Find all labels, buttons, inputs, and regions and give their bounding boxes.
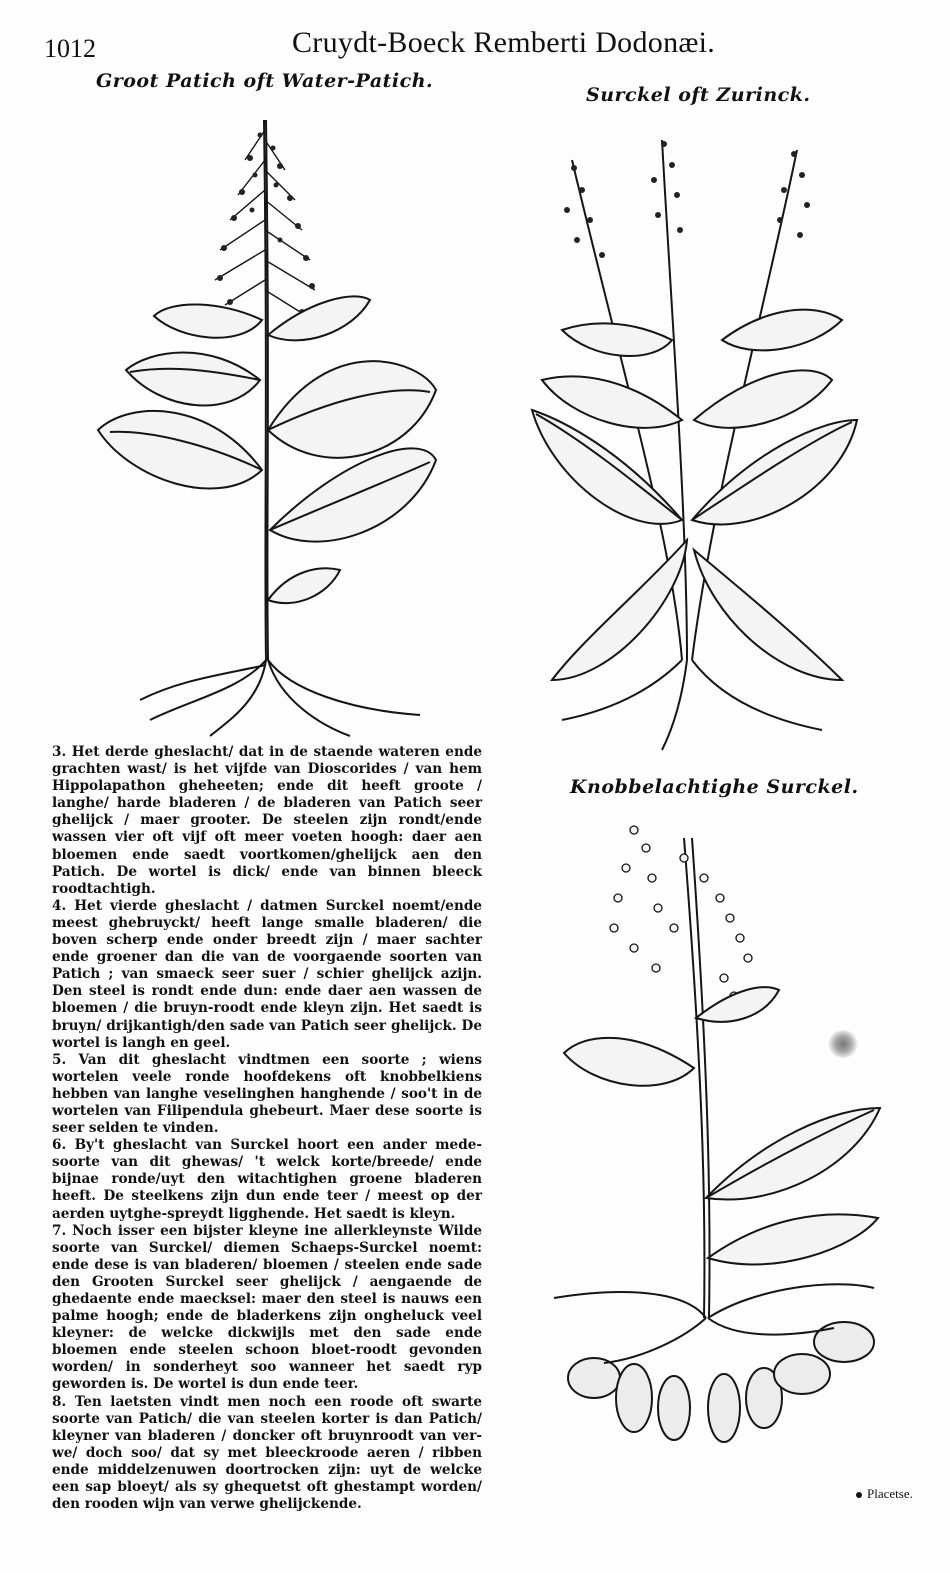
paragraph-6: 6. By't gheslacht van Surckel hoort een ander mede-soorte van dit ghewas/ 't welck korte/breede/ ende bijnae ronde/uyt den witachtighen groene bladeren heeft. De steelkens zijn dun ende teer / meest op der aerden uytghe-spreydt ligghende. Het saedt is kleyn.	[52, 1137, 482, 1222]
paragraph-5: 5. Van dit gheslacht vindtmen een soorte ; wiens wortelen veele ronde hoofdekens oft knobbelkiens hebben van langhe veselinghen hanghende / soo't in de wortelen van Filipendula ghebeurt. Maer dese soorte is seer selden te vinden.	[52, 1051, 482, 1137]
paragraph-4: 4. Het vierde gheslacht / datmen Surckel noemt/ende meest ghebruyckt/ heeft lange smalle bladeren/ die boven scherp ende onder breedt zijn / maer sachter ende groener dan die van de voorgaende soorten van Patich ; van smaeck seer suer / schier ghelijck azijn. Den steel is rondt ende dun: ende daer aen wassen de bloemen / die bruyn-roodt ende kleyn zijn. Het saedt is bruyn/ drijkantigh/den sade van Patich seer ghelijck. De wortel is langh en geel.	[52, 897, 482, 1051]
surckel-woodcut-illustration	[522, 120, 867, 760]
patich-woodcut-illustration	[90, 100, 450, 740]
paragraph-8: 8. Ten laetsten vindt men noch een roode oft swarte soorte van Patich/ die van steelen korter is dan Patich/ kleyner van bladeren / doncker oft bruynroodt van ver-we/ doch soo/ dat sy met bleeckroode aeren / ribben ende middelzenuwen doortrocken zijn: uyt de welcke een sap bloeyt/ als sy ghequetst oft ghestampt worden/ den rooden wijn van verwe ghelijckende.	[52, 1393, 482, 1513]
figure-caption-surckel: Surckel oft Zurinck.	[586, 84, 811, 106]
catchword-text: Placetse.	[867, 1486, 913, 1501]
catchword-mark-icon	[856, 1492, 862, 1498]
ink-blot	[828, 1030, 858, 1058]
running-title: Cruydt-Boeck Remberti Dodonæi.	[292, 26, 716, 59]
body-text	[52, 744, 482, 1513]
paragraph-7: 7. Noch isser een bijster kleyne ine allerkleynste Wilde soorte van Surckel/ diemen Schaeps-Surckel noemt: ende dese is van bladeren/ bloemen / steelen ende sade den Grooten Surckel seer ghelijck / aengaende de ghedaente ende maecksel: maer den steel is nauws een palme hoogh; ende de bladerkens zijn ongheluck veel kleyner: de welcke dickwijls met den sade ende bloemen ende steelen schoon bloet-roodt gevonden worden/ in sonderheyt soo wanneer het saedt ryp geworden is. De wortel is dun ende teer.	[52, 1222, 482, 1393]
catchword	[856, 1486, 913, 1502]
figure-caption-knobbel-surckel: Knobbelachtighe Surckel.	[570, 776, 859, 798]
paragraph-3: 3. Het derde gheslacht/ dat in de staende wateren ende grachten wast/ is het vijfde van Dioscorides / van hem Hippolapathon gheheeten; ende dit heeft groote / langhe/ harde bladeren / de bladeren van Patich seer ghelijck / maer grooter. De steelen zijn rondt/ende wassen vier oft vijf oft meer voeten hoogh: daer aen bloemen ende saedt voortkomen/ghelijck aen den Patich. De wortel is dick/ ende van binnen bleeck roodtachtigh.	[52, 744, 482, 897]
knobbel-surckel-woodcut-illustration	[534, 818, 890, 1458]
figure-caption-patich: Groot Patich oft Water-Patich.	[96, 70, 434, 92]
page-number: 1012	[44, 34, 96, 63]
